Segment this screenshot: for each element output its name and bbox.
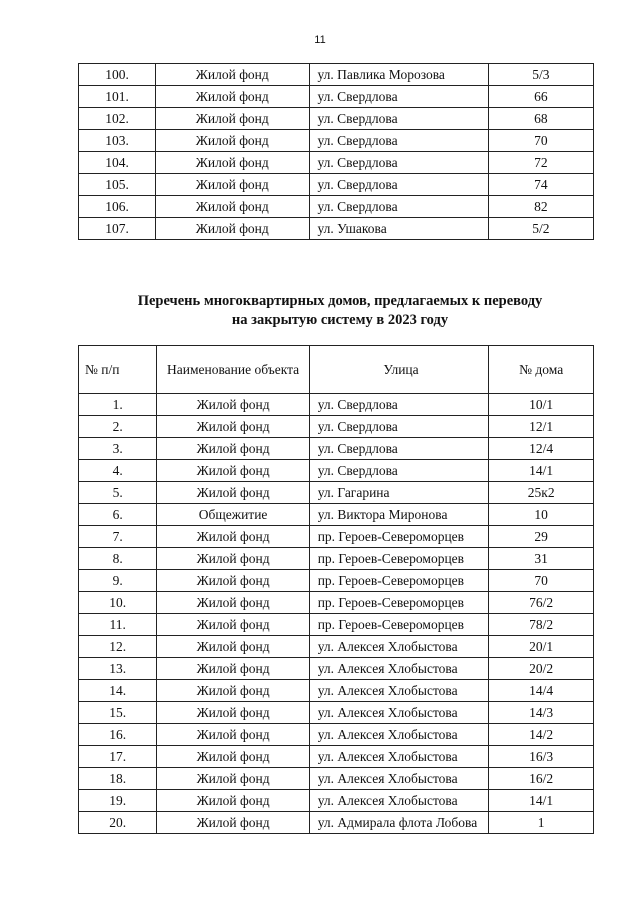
header-house: № дома bbox=[489, 346, 594, 394]
cell-street: пр. Героев-Североморцев bbox=[309, 548, 489, 570]
table-row bbox=[79, 394, 594, 416]
cell-house: 25к2 bbox=[489, 482, 594, 504]
cell-object: Жилой фонд bbox=[157, 570, 309, 592]
cell-street: ул. Свердлова bbox=[309, 130, 488, 152]
cell-street: ул. Алексея Хлобыстова bbox=[309, 658, 489, 680]
cell-object: Жилой фонд bbox=[157, 702, 309, 724]
cell-street: ул. Алексея Хлобыстова bbox=[309, 702, 489, 724]
cell-house: 20/1 bbox=[489, 636, 594, 658]
table-row bbox=[79, 152, 594, 174]
cell-object: Жилой фонд bbox=[156, 86, 309, 108]
cell-house: 72 bbox=[488, 152, 593, 174]
cell-street: ул. Свердлова bbox=[309, 86, 488, 108]
cell-street: ул. Павлика Морозова bbox=[309, 64, 488, 86]
cell-house: 1 bbox=[489, 812, 594, 834]
table-row bbox=[79, 658, 594, 680]
cell-street: ул. Алексея Хлобыстова bbox=[309, 768, 489, 790]
cell-house: 16/3 bbox=[489, 746, 594, 768]
table-row bbox=[79, 108, 594, 130]
cell-num: 4. bbox=[79, 460, 157, 482]
cell-street: ул. Свердлова bbox=[309, 416, 489, 438]
table-row bbox=[79, 526, 594, 548]
cell-street: ул. Алексея Хлобыстова bbox=[309, 746, 489, 768]
cell-num: 102. bbox=[79, 108, 156, 130]
cell-object: Жилой фонд bbox=[157, 394, 309, 416]
cell-street: пр. Героев-Североморцев bbox=[309, 614, 489, 636]
table-row bbox=[79, 680, 594, 702]
table-row bbox=[79, 702, 594, 724]
buildings-2023-table-body bbox=[79, 394, 594, 834]
cell-house: 68 bbox=[488, 108, 593, 130]
cell-num: 18. bbox=[79, 768, 157, 790]
cell-house: 82 bbox=[488, 196, 593, 218]
cell-num: 2. bbox=[79, 416, 157, 438]
cell-house: 5/2 bbox=[488, 218, 593, 240]
table-header bbox=[79, 346, 594, 394]
cell-num: 14. bbox=[79, 680, 157, 702]
cell-num: 100. bbox=[79, 64, 156, 86]
cell-object: Жилой фонд bbox=[156, 64, 309, 86]
cell-house: 70 bbox=[488, 130, 593, 152]
header-object: Наименование объекта bbox=[157, 346, 309, 394]
cell-street: пр. Героев-Североморцев bbox=[309, 592, 489, 614]
section-heading-line-1: Перечень многоквартирных домов, предлагаемых к переводу bbox=[137, 293, 543, 309]
cell-object: Жилой фонд bbox=[157, 526, 309, 548]
cell-house: 20/2 bbox=[489, 658, 594, 680]
cell-street: ул. Гагарина bbox=[309, 482, 489, 504]
cell-num: 11. bbox=[79, 614, 157, 636]
cell-house: 29 bbox=[489, 526, 594, 548]
table-row bbox=[79, 482, 594, 504]
cell-house: 12/1 bbox=[489, 416, 594, 438]
cell-object: Жилой фонд bbox=[156, 130, 309, 152]
cell-street: ул. Алексея Хлобыстова bbox=[309, 790, 489, 812]
section-heading-line-2: на закрытую систему в 2023 году bbox=[231, 312, 449, 328]
cell-object: Жилой фонд bbox=[157, 460, 309, 482]
cell-num: 105. bbox=[79, 174, 156, 196]
cell-house: 16/2 bbox=[489, 768, 594, 790]
cell-num: 106. bbox=[79, 196, 156, 218]
table-row bbox=[79, 768, 594, 790]
cell-object: Жилой фонд bbox=[156, 218, 309, 240]
table-row bbox=[79, 570, 594, 592]
continued-buildings-table-body bbox=[79, 64, 594, 240]
page-number: 11 bbox=[314, 34, 326, 46]
cell-street: ул. Виктора Миронова bbox=[309, 504, 489, 526]
cell-object: Жилой фонд bbox=[157, 482, 309, 504]
table-row bbox=[79, 64, 594, 86]
table-row bbox=[79, 724, 594, 746]
table-row bbox=[79, 614, 594, 636]
table-row bbox=[79, 460, 594, 482]
continued-buildings-table bbox=[78, 63, 594, 240]
cell-num: 15. bbox=[79, 702, 157, 724]
cell-street: ул. Адмирала флота Лобова bbox=[309, 812, 489, 834]
table-row bbox=[79, 174, 594, 196]
table-row bbox=[79, 636, 594, 658]
cell-street: ул. Свердлова bbox=[309, 394, 489, 416]
cell-object: Жилой фонд bbox=[157, 614, 309, 636]
cell-house: 76/2 bbox=[489, 592, 594, 614]
cell-house: 5/3 bbox=[488, 64, 593, 86]
cell-house: 70 bbox=[489, 570, 594, 592]
cell-num: 1. bbox=[79, 394, 157, 416]
cell-object: Жилой фонд bbox=[157, 658, 309, 680]
cell-num: 6. bbox=[79, 504, 157, 526]
table-row bbox=[79, 438, 594, 460]
table-row bbox=[79, 790, 594, 812]
header-num: № п/п bbox=[79, 346, 157, 394]
cell-house: 14/3 bbox=[489, 702, 594, 724]
table-row bbox=[79, 548, 594, 570]
cell-object: Жилой фонд bbox=[156, 152, 309, 174]
table-row bbox=[79, 746, 594, 768]
cell-street: ул. Алексея Хлобыстова bbox=[309, 724, 489, 746]
cell-street: ул. Свердлова bbox=[309, 196, 488, 218]
cell-object: Жилой фонд bbox=[157, 438, 309, 460]
cell-num: 16. bbox=[79, 724, 157, 746]
table-row bbox=[79, 416, 594, 438]
cell-num: 9. bbox=[79, 570, 157, 592]
cell-object: Жилой фонд bbox=[157, 746, 309, 768]
table-row bbox=[79, 812, 594, 834]
cell-object: Жилой фонд bbox=[156, 174, 309, 196]
table-row bbox=[79, 196, 594, 218]
cell-num: 10. bbox=[79, 592, 157, 614]
table-row bbox=[79, 592, 594, 614]
cell-street: ул. Ушакова bbox=[309, 218, 488, 240]
cell-num: 17. bbox=[79, 746, 157, 768]
cell-object: Жилой фонд bbox=[157, 680, 309, 702]
cell-street: пр. Героев-Североморцев bbox=[309, 570, 489, 592]
cell-house: 10/1 bbox=[489, 394, 594, 416]
cell-num: 5. bbox=[79, 482, 157, 504]
cell-house: 14/1 bbox=[489, 790, 594, 812]
buildings-2023-table bbox=[78, 345, 594, 834]
cell-num: 12. bbox=[79, 636, 157, 658]
cell-object: Жилой фонд bbox=[157, 416, 309, 438]
cell-num: 7. bbox=[79, 526, 157, 548]
cell-house: 14/2 bbox=[489, 724, 594, 746]
cell-house: 10 bbox=[489, 504, 594, 526]
cell-house: 14/1 bbox=[489, 460, 594, 482]
cell-street: пр. Героев-Североморцев bbox=[309, 526, 489, 548]
cell-street: ул. Алексея Хлобыстова bbox=[309, 636, 489, 658]
cell-object: Жилой фонд bbox=[157, 768, 309, 790]
cell-house: 66 bbox=[488, 86, 593, 108]
cell-house: 78/2 bbox=[489, 614, 594, 636]
cell-house: 14/4 bbox=[489, 680, 594, 702]
cell-house: 12/4 bbox=[489, 438, 594, 460]
cell-object: Жилой фонд bbox=[156, 108, 309, 130]
cell-num: 104. bbox=[79, 152, 156, 174]
cell-object: Жилой фонд bbox=[157, 790, 309, 812]
table-header-row bbox=[79, 346, 594, 394]
cell-street: ул. Свердлова bbox=[309, 152, 488, 174]
cell-object: Жилой фонд bbox=[157, 548, 309, 570]
cell-num: 103. bbox=[79, 130, 156, 152]
cell-house: 31 bbox=[489, 548, 594, 570]
table-row bbox=[79, 86, 594, 108]
cell-street: ул. Алексея Хлобыстова bbox=[309, 680, 489, 702]
cell-num: 13. bbox=[79, 658, 157, 680]
cell-object: Жилой фонд bbox=[157, 636, 309, 658]
cell-num: 8. bbox=[79, 548, 157, 570]
cell-object: Жилой фонд bbox=[157, 724, 309, 746]
cell-object: Жилой фонд bbox=[156, 196, 309, 218]
cell-street: ул. Свердлова bbox=[309, 108, 488, 130]
cell-street: ул. Свердлова bbox=[309, 460, 489, 482]
section-heading bbox=[0, 292, 640, 330]
cell-street: ул. Свердлова bbox=[309, 438, 489, 460]
table-row bbox=[79, 130, 594, 152]
cell-object: Общежитие bbox=[157, 504, 309, 526]
header-street: Улица bbox=[309, 346, 489, 394]
cell-object: Жилой фонд bbox=[157, 592, 309, 614]
cell-house: 74 bbox=[488, 174, 593, 196]
cell-num: 3. bbox=[79, 438, 157, 460]
cell-num: 20. bbox=[79, 812, 157, 834]
cell-num: 19. bbox=[79, 790, 157, 812]
cell-num: 107. bbox=[79, 218, 156, 240]
table-row bbox=[79, 504, 594, 526]
cell-num: 101. bbox=[79, 86, 156, 108]
cell-street: ул. Свердлова bbox=[309, 174, 488, 196]
table-row bbox=[79, 218, 594, 240]
cell-object: Жилой фонд bbox=[157, 812, 309, 834]
